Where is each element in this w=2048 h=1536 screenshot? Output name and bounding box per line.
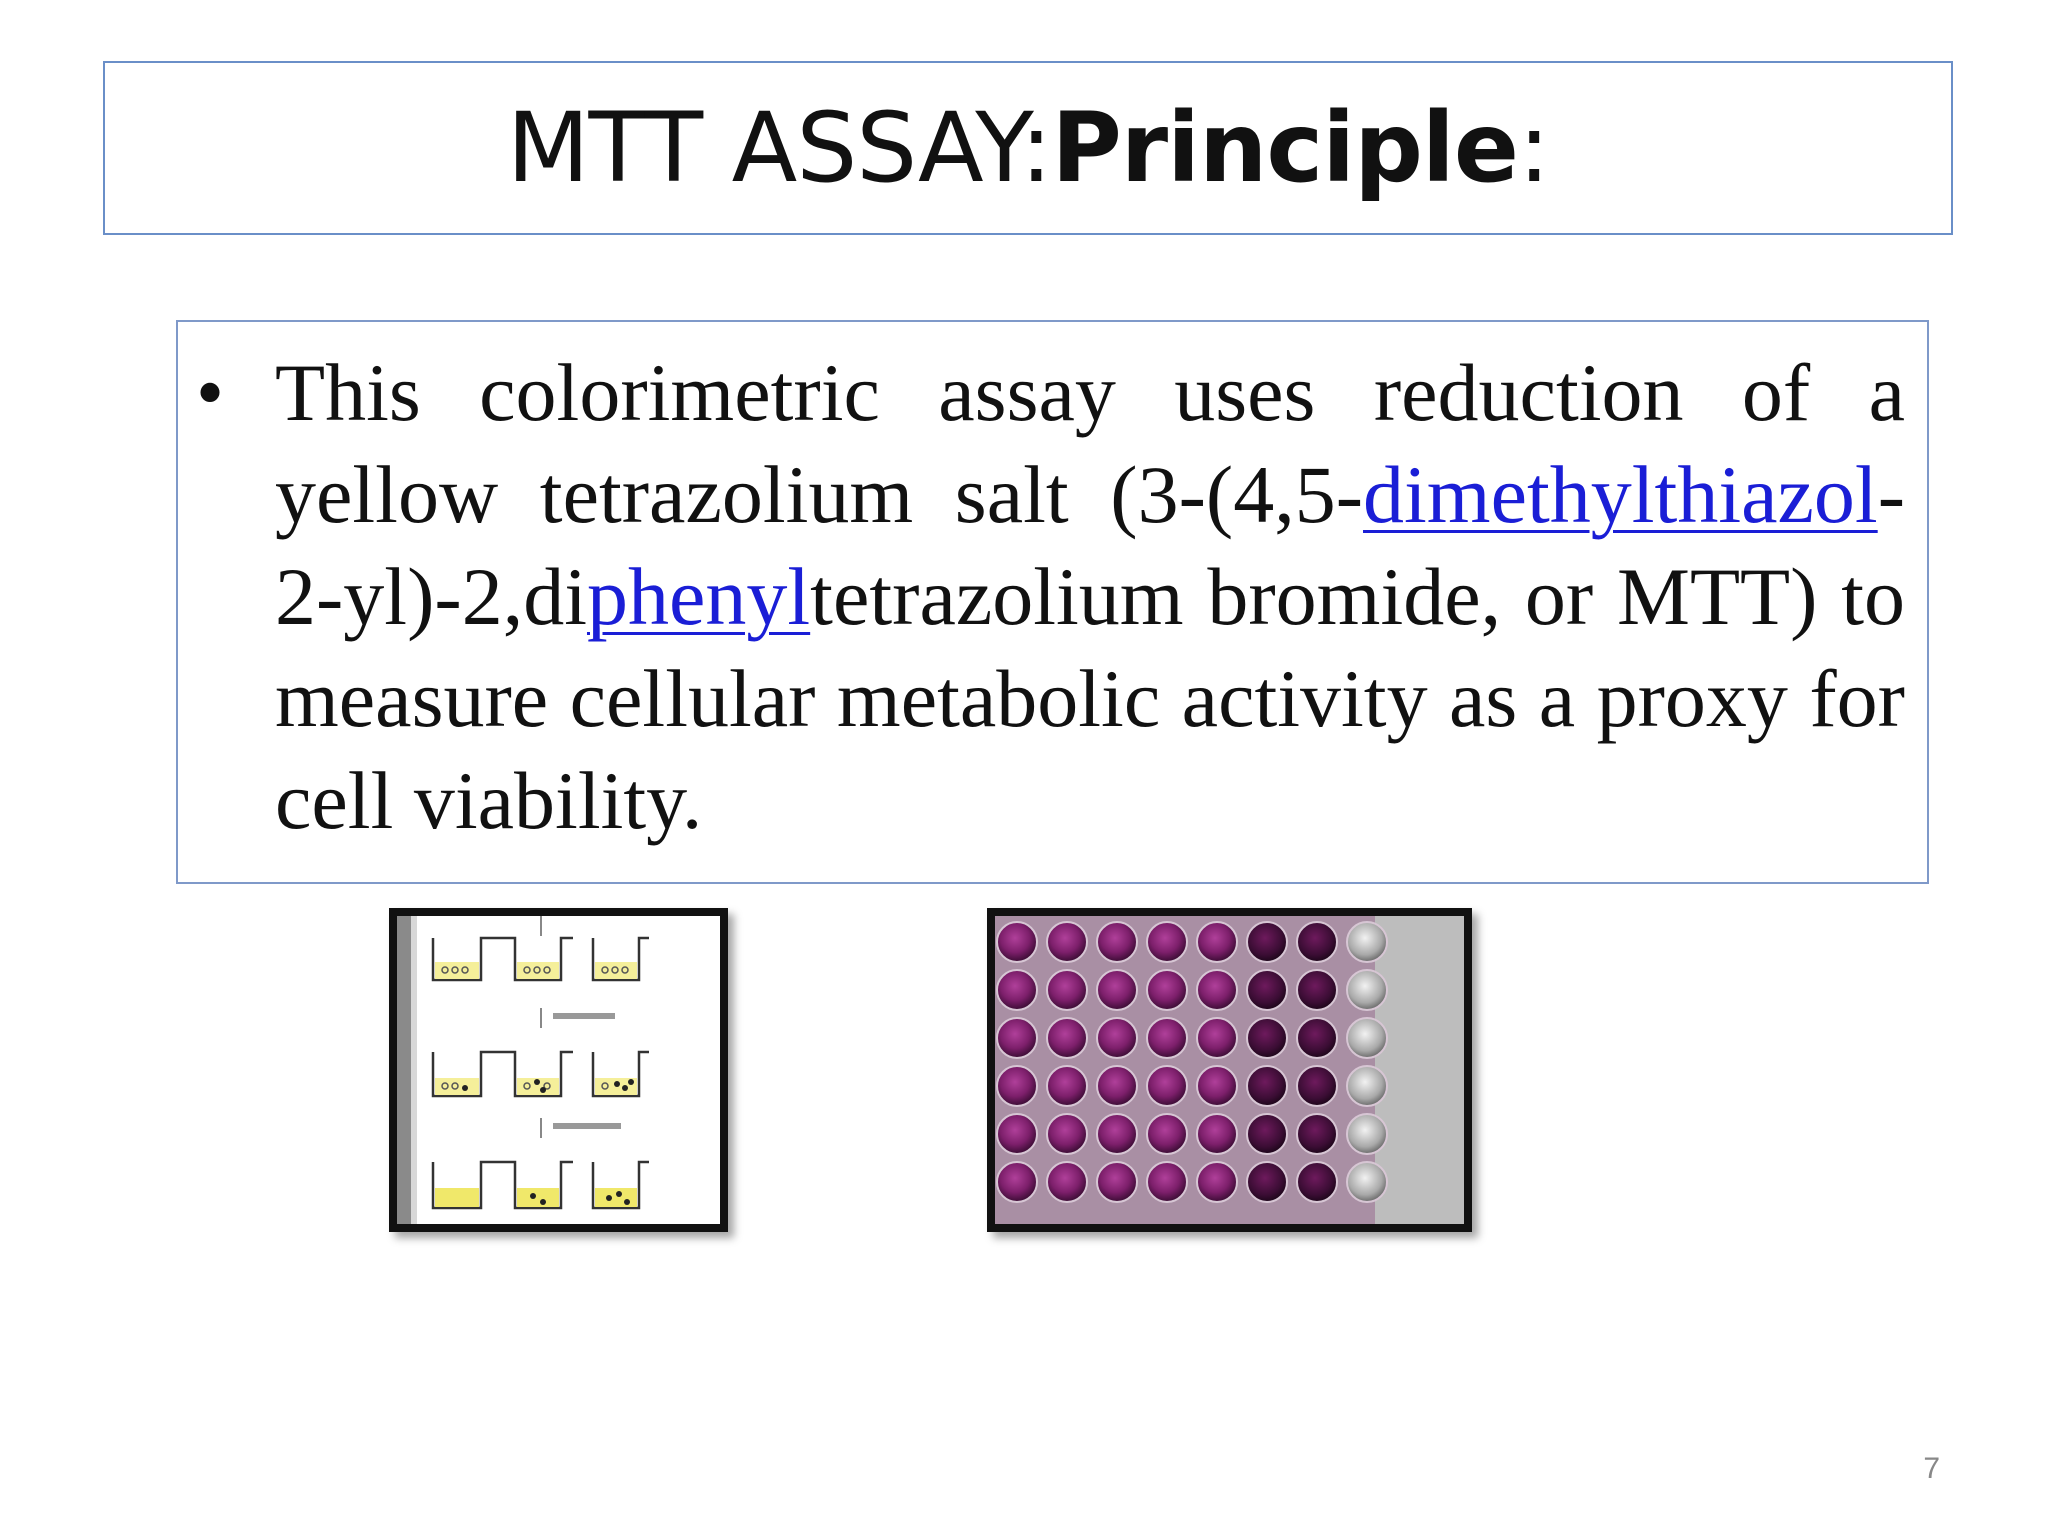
plate-well xyxy=(1247,1066,1287,1106)
bullet-icon: • xyxy=(196,349,225,437)
plate-well xyxy=(1147,1018,1187,1058)
body-text-2: -2-yl)-2,di xyxy=(275,449,1905,642)
body-paragraph xyxy=(275,342,1905,852)
plate-well xyxy=(1247,922,1287,962)
plate-well xyxy=(1297,1018,1337,1058)
plate-well xyxy=(1097,1066,1137,1106)
plate-well xyxy=(1147,1066,1187,1106)
dimethylthiazol-link[interactable]: dimethylthiazol xyxy=(1363,449,1878,540)
plate-well xyxy=(997,1066,1037,1106)
plate-well xyxy=(1347,1066,1387,1106)
content-box xyxy=(176,320,1929,884)
plate-well xyxy=(1197,1018,1237,1058)
plate-well xyxy=(1247,1018,1287,1058)
plate-well xyxy=(1097,1018,1137,1058)
title-box xyxy=(103,61,1953,235)
plate-well xyxy=(1047,922,1087,962)
slide-title xyxy=(507,92,1550,204)
plate-well xyxy=(1197,1114,1237,1154)
plate-well xyxy=(1247,970,1287,1010)
body-text-1: This colorimetric assay uses reduction of a yellow tetrazolium salt (3-(4,5- xyxy=(275,347,1905,540)
plate-well xyxy=(1347,970,1387,1010)
plate-well xyxy=(997,1018,1037,1058)
plate-well xyxy=(1147,922,1187,962)
title-bold: Principle xyxy=(1051,92,1518,204)
plate-well xyxy=(1247,1162,1287,1202)
plate-well xyxy=(1097,970,1137,1010)
plate-well xyxy=(1047,1066,1087,1106)
plate-well xyxy=(1047,1162,1087,1202)
96-well-plate-photo xyxy=(987,908,1472,1232)
plate-well xyxy=(1147,970,1187,1010)
plate-photo-image xyxy=(995,916,1464,1224)
plate-well xyxy=(1197,1066,1237,1106)
body-text-3: tetrazolium bromide, or MTT) to measure cellular metabolic activity as a proxy for cell viability. xyxy=(275,551,1905,846)
plate-well xyxy=(997,1114,1037,1154)
plate-well xyxy=(1147,1114,1187,1154)
plate-well xyxy=(1197,970,1237,1010)
plate-well xyxy=(1097,922,1137,962)
plate-well xyxy=(1347,1018,1387,1058)
plate-well xyxy=(1047,1018,1087,1058)
plate-well xyxy=(1097,1114,1137,1154)
plate-well xyxy=(1197,922,1237,962)
plate-well xyxy=(1297,970,1337,1010)
plate-well xyxy=(1297,1114,1337,1154)
plate-well xyxy=(1047,970,1087,1010)
plate-well xyxy=(1297,1162,1337,1202)
wells-diagram-image xyxy=(397,916,720,1224)
phenyl-link[interactable]: phenyl xyxy=(586,551,811,642)
title-tail: : xyxy=(1517,92,1550,204)
title-regular: MTT ASSAY: xyxy=(506,92,1052,204)
plate-well xyxy=(1147,1162,1187,1202)
plate-well xyxy=(1097,1162,1137,1202)
plate-well xyxy=(1347,922,1387,962)
plate-well xyxy=(1047,1114,1087,1154)
plate-well xyxy=(1197,1162,1237,1202)
mtt-assay-wells-diagram xyxy=(389,908,728,1232)
plate-well xyxy=(997,970,1037,1010)
plate-well xyxy=(1297,1066,1337,1106)
plate-well xyxy=(1247,1114,1287,1154)
page-number: 7 xyxy=(1923,1452,1940,1485)
plate-well xyxy=(997,922,1037,962)
plate-well xyxy=(1347,1114,1387,1154)
plate-well xyxy=(997,1162,1037,1202)
plate-well xyxy=(1297,922,1337,962)
plate-well xyxy=(1347,1162,1387,1202)
